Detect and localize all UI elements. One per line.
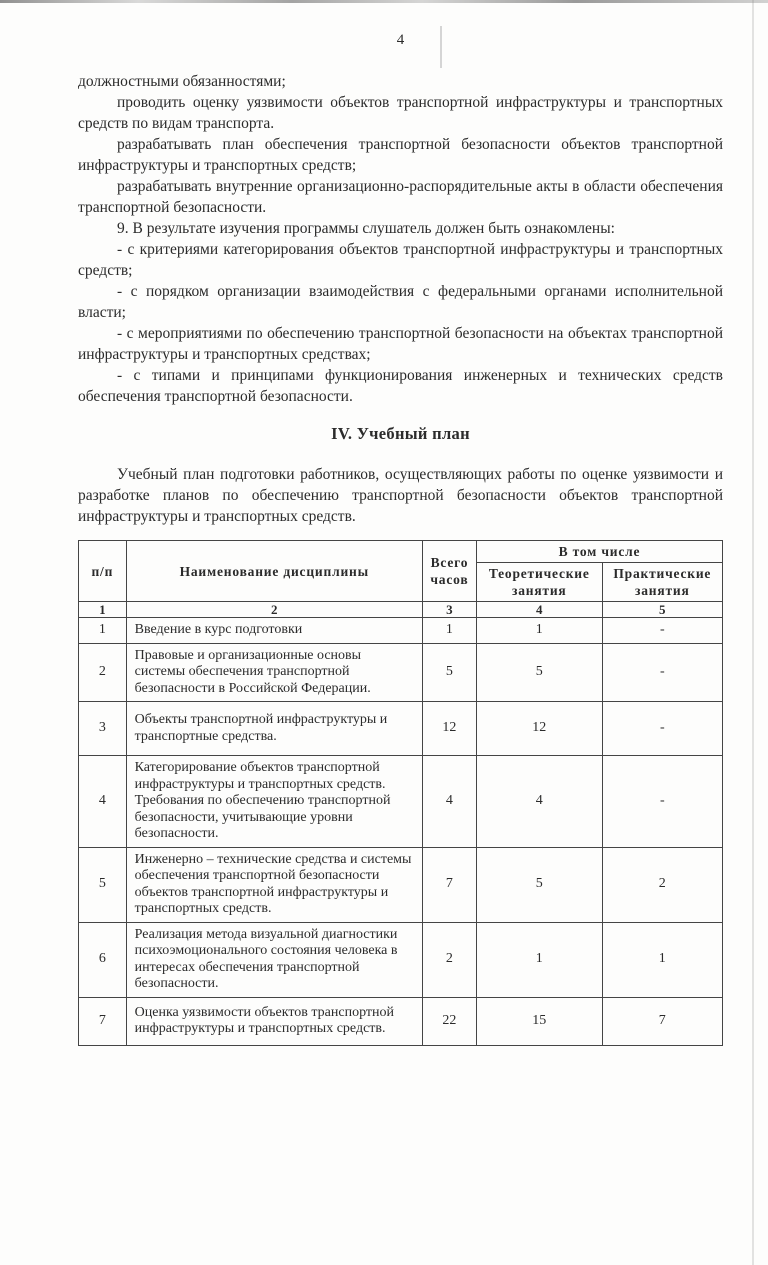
column-number: 5: [602, 602, 722, 618]
table-row: [79, 756, 723, 848]
cell-practice: 7: [602, 997, 722, 1045]
cell-theory: 5: [476, 643, 602, 702]
cell-total: 12: [422, 702, 476, 756]
paragraph-6: - с критериями категорирования объектов транспортной инфраструктуры и транспортных средств;: [78, 241, 723, 279]
cell-num: 5: [79, 847, 127, 922]
cell-discipline: Правовые и организационные основы системы обеспечения транспортной безопасности в Российской Федерации.: [126, 643, 422, 702]
page-number: 4: [396, 32, 405, 48]
cell-total: 22: [422, 997, 476, 1045]
col-header-including: В том числе: [476, 541, 722, 563]
section-heading: IV. Учебный план: [331, 424, 470, 443]
cell-num: 4: [79, 756, 127, 848]
cell-discipline: Инженерно – технические средства и системы обеспечения транспортной безопасности объектов транспортной инфраструктуры и транспортных средств.: [126, 847, 422, 922]
cell-num: 6: [79, 922, 127, 997]
cell-practice: -: [602, 756, 722, 848]
col-header-discipline: Наименование дисциплины: [126, 541, 422, 602]
cell-total: 4: [422, 756, 476, 848]
paragraph-4: разрабатывать внутренние организационно-распорядительные акты в области обеспечения транспортной безопасности.: [78, 178, 723, 216]
paragraph-3: разрабатывать план обеспечения транспортной безопасности объектов транспортной инфраструктуры и транспортных средств;: [78, 136, 723, 174]
document-content: [78, 71, 723, 1046]
cell-theory: 4: [476, 756, 602, 848]
table-row: [79, 702, 723, 756]
cell-theory: 5: [476, 847, 602, 922]
curriculum-table: [78, 540, 723, 1046]
cell-discipline: Реализация метода визуальной диагностики психоэмоционального состояния человека в интересах обеспечения транспортной безопасности.: [126, 922, 422, 997]
scan-artifact-top-edge: [0, 0, 768, 3]
table-row: [79, 847, 723, 922]
column-number: 2: [126, 602, 422, 618]
scan-artifact-right-line: [752, 0, 754, 1265]
cell-num: 7: [79, 997, 127, 1045]
cell-total: 7: [422, 847, 476, 922]
table-header: [79, 541, 723, 618]
cell-total: 1: [422, 618, 476, 644]
cell-discipline: Категорирование объектов транспортной инфраструктуры и транспортных средств. Требования по обеспечению транспортной безопасности, учитывающие уровни безопасности.: [126, 756, 422, 848]
cell-discipline: Введение в курс подготовки: [126, 618, 422, 644]
cell-theory: 1: [476, 618, 602, 644]
cell-theory: 15: [476, 997, 602, 1045]
column-number-row: [79, 602, 723, 618]
intro-paragraph: Учебный план подготовки работников, осуществляющих работы по оценке уязвимости и разработке планов по обеспечению транспортной безопасности объектов транспортной инфраструктуры и транспортных средств.: [78, 466, 723, 525]
table-row: [79, 643, 723, 702]
paragraph-7: - с порядком организации взаимодействия с федеральными органами исполнительной власти;: [78, 283, 723, 321]
cell-discipline: Оценка уязвимости объектов транспортной инфраструктуры и транспортных средств.: [126, 997, 422, 1045]
cell-total: 2: [422, 922, 476, 997]
paragraph-8: - с мероприятиями по обеспечению транспортной безопасности на объектах транспортной инфраструктуры и транспортных средствах;: [78, 325, 723, 363]
column-number: 1: [79, 602, 127, 618]
paragraph-1: должностными обязанностями;: [78, 73, 286, 90]
cell-practice: 1: [602, 922, 722, 997]
col-header-total-hours: Всего часов: [422, 541, 476, 602]
paragraph-5: 9. В результате изучения программы слушатель должен быть ознакомлены:: [117, 220, 615, 237]
cell-practice: -: [602, 702, 722, 756]
table-row: [79, 922, 723, 997]
column-number: 3: [422, 602, 476, 618]
cell-total: 5: [422, 643, 476, 702]
paragraph-9: - с типами и принципами функционирования инженерных и технических средств обеспечения транспортной безопасности.: [78, 367, 723, 405]
cell-theory: 1: [476, 922, 602, 997]
column-number: 4: [476, 602, 602, 618]
col-header-theory: Теоретические занятия: [476, 563, 602, 602]
table-body: [79, 618, 723, 1046]
col-header-num: п/п: [79, 541, 127, 602]
cell-num: 3: [79, 702, 127, 756]
cell-practice: 2: [602, 847, 722, 922]
cell-num: 1: [79, 618, 127, 644]
cell-practice: -: [602, 618, 722, 644]
cell-practice: -: [602, 643, 722, 702]
col-header-practice: Практические занятия: [602, 563, 722, 602]
cell-theory: 12: [476, 702, 602, 756]
table-row: [79, 997, 723, 1045]
cell-num: 2: [79, 643, 127, 702]
paragraph-2: проводить оценку уязвимости объектов транспортной инфраструктуры и транспортных средств по видам транспорта.: [78, 94, 723, 132]
table-row: [79, 618, 723, 644]
cell-discipline: Объекты транспортной инфраструктуры и транспортные средства.: [126, 702, 422, 756]
